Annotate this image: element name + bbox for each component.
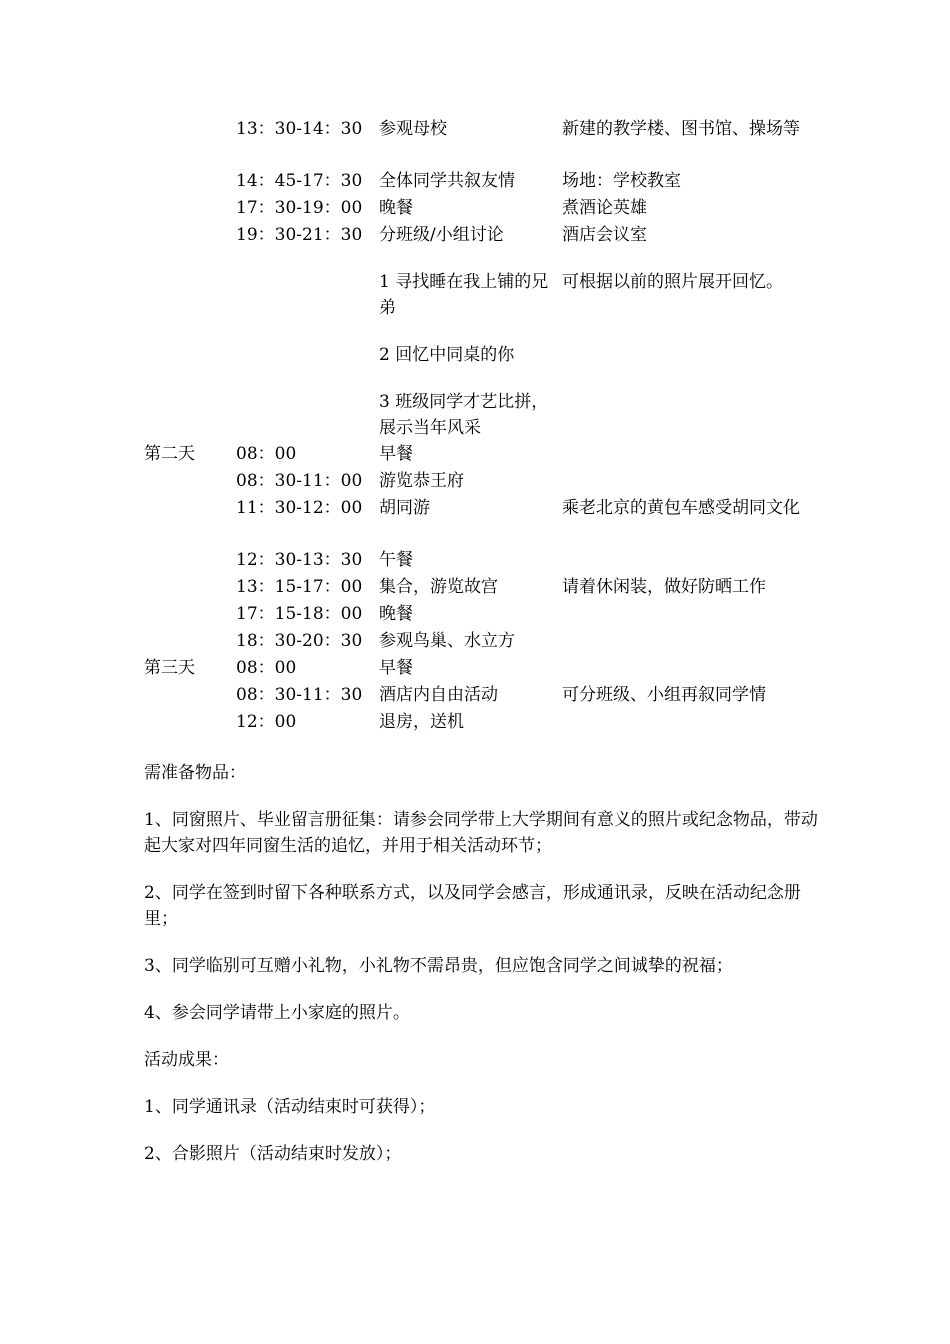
schedule-row: [144, 389, 824, 441]
time-cell: 08：00: [236, 444, 297, 464]
results-item: 2、合影照片（活动结束时发放）；: [144, 1144, 402, 1164]
schedule-row: [144, 342, 824, 389]
results-item: 1、同学通讯录（活动结束时可获得）；: [144, 1097, 436, 1117]
time-cell: 18：30-20：30: [236, 631, 363, 651]
time-cell: 17：30-19：00: [236, 198, 363, 218]
activity-cell: 1 寻找睡在我上铺的兄弟: [379, 272, 549, 318]
schedule-row: [144, 547, 824, 574]
schedule-row: [144, 682, 824, 709]
activity-cell: 参观鸟巢、水立方: [379, 631, 515, 651]
activity-cell: 退房，送机: [379, 712, 464, 732]
note-cell: 新建的教学楼、图书馆、操场等: [562, 119, 800, 139]
activity-cell: 游览恭王府: [379, 471, 464, 491]
schedule-row: [144, 468, 824, 495]
activity-cell: 2 回忆中同桌的你: [379, 345, 515, 365]
schedule-row: [144, 269, 824, 342]
time-cell: 13：30-14：30: [236, 119, 363, 139]
materials-item: 2、同学在签到时留下各种联系方式，以及同学会感言，形成通讯录，反映在活动纪念册里；: [144, 883, 801, 929]
activity-cell: 分班级/小组讨论: [379, 225, 504, 245]
note-cell: 乘老北京的黄包车感受胡同文化: [562, 498, 800, 518]
activity-cell: 胡同游: [379, 498, 430, 518]
activity-cell: 早餐: [379, 444, 413, 464]
materials-item: 4、参会同学请带上小家庭的照片。: [144, 1003, 410, 1023]
materials-item: 1、同窗照片、毕业留言册征集：请参会同学带上大学期间有意义的照片或纪念物品，带动起大家对四年同窗生活的追忆，并用于相关活动环节；: [144, 810, 818, 856]
activity-cell: 全体同学共叙友情: [379, 171, 515, 191]
activity-cell: 集合，游览故宫: [379, 577, 498, 597]
activity-cell: 晚餐: [379, 604, 413, 624]
day-cell: 第二天: [144, 444, 195, 464]
activity-cell: 参观母校: [379, 119, 447, 139]
note-cell: 酒店会议室: [562, 225, 647, 245]
activity-cell: 3 班级同学才艺比拼，展示当年风采: [379, 392, 549, 438]
note-cell: 可根据以前的照片展开回忆。: [562, 272, 783, 292]
section-heading-results: 活动成果：: [144, 1050, 229, 1070]
materials-item: 3、同学临别可互赠小礼物，小礼物不需昂贵，但应饱含同学之间诚挚的祝福；: [144, 956, 733, 976]
time-cell: 13：15-17：00: [236, 577, 363, 597]
day-cell: 第三天: [144, 658, 195, 678]
time-cell: 11：30-12：00: [236, 498, 363, 518]
schedule-row: [144, 655, 824, 682]
note-cell: 请着休闲装，做好防晒工作: [562, 577, 766, 597]
time-cell: 17：15-18：00: [236, 604, 363, 624]
time-cell: 12：30-13：30: [236, 550, 363, 570]
activity-cell: 晚餐: [379, 198, 413, 218]
time-cell: 12：00: [236, 712, 297, 732]
section-heading-materials: 需准备物品：: [144, 763, 246, 783]
activity-cell: 午餐: [379, 550, 413, 570]
time-cell: 08：30-11：00: [236, 471, 363, 491]
schedule-row: [144, 574, 824, 601]
schedule-row: [144, 116, 824, 168]
schedule-row: [144, 628, 824, 655]
schedule-table: [144, 116, 824, 736]
time-cell: 14：45-17：30: [236, 171, 363, 191]
schedule-row: [144, 168, 824, 195]
schedule-row: [144, 441, 824, 468]
time-cell: 08：30-11：30: [236, 685, 363, 705]
schedule-row: [144, 195, 824, 222]
time-cell: 08：00: [236, 658, 297, 678]
note-cell: 场地：学校教室: [562, 171, 681, 191]
schedule-row: [144, 601, 824, 628]
note-cell: 可分班级、小组再叙同学情: [562, 685, 766, 705]
schedule-row: [144, 709, 824, 736]
activity-cell: 酒店内自由活动: [379, 685, 498, 705]
note-cell: 煮酒论英雄: [562, 198, 647, 218]
schedule-row: [144, 495, 824, 547]
time-cell: 19：30-21：30: [236, 225, 363, 245]
document-body: [144, 760, 824, 1188]
schedule-row: [144, 222, 824, 269]
activity-cell: 早餐: [379, 658, 413, 678]
